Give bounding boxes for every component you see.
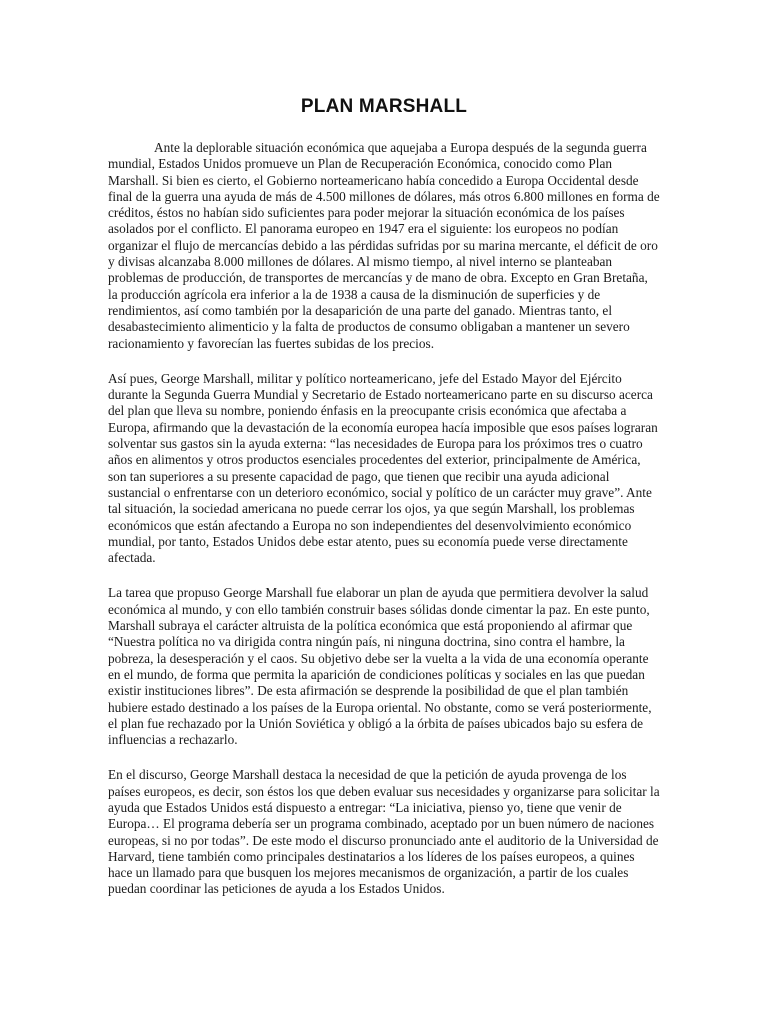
paragraph-3: La tarea que propuso George Marshall fue elaborar un plan de ayuda que permitiera devolver la salud económica al mundo, y con ello también construir bases sólidas donde cimentar la paz. En este punto, Marshall subraya el carácter altruista de la política económica que está proponiendo al afirmar que “Nuestra política no va dirigida contra ningún país, ni ninguna doctrina, sino contra el hambre, la pobreza, la desesperación y el caos. Su objetivo debe ser la vuelta a la vida de una economía operante en el mundo, de forma que permita la aparición de condiciones políticas y sociales en las que puedan existir instituciones libres”. De esta afirmación se desprende la posibilidad de que el plan también hubiere estado destinado a los países de la Europa oriental. No obstante, como se verá posteriormente, el plan fue rechazado por la Unión Soviética y obligó a la órbita de países ubicados bajo su esfera de influencias a rechazarlo. [108, 585, 652, 748]
paragraph-1: Ante la deplorable situación económica que aquejaba a Europa después de la segunda guerra mundial, Estados Unidos promueve un Plan de Recuperación Económica, conocido como Plan Marshall. Si bien es cierto, el Gobierno norteamericano había concedido a Europa Occidental desde final de la guerra una ayuda de más de 4.500 millones de dólares, más otros 6.800 millones en forma de créditos, éstos no habían sido suficientes para poder mejorar la situación económica de los países asolados por el conflicto. El panorama europeo en 1947 era el siguiente: los europeos no podían organizar el flujo de mercancías debido a las pérdidas sufridas por su marina mercante, el déficit de oro y divisas alcanzaba 8.000 millones de dólares. Al mismo tiempo, al nivel interno se planteaban problemas de producción, de transportes de mercancías y de mano de obra. Excepto en Gran Bretaña, la producción agrícola era inferior a la de 1938 a causa de la disminución de superficies y de rendimientos, así como también por la desaparición de una parte del ganado. Mientras tanto, el desabastecimiento alimenticio y la falta de productos de consumo obligaban a mantener un severo racionamiento y favorecían las fuertes subidas de los precios. [108, 140, 660, 351]
document-body [108, 140, 660, 917]
paragraph-4: En el discurso, George Marshall destaca la necesidad de que la petición de ayuda provenga de los países europeos, es decir, son éstos los que deben evaluar sus necesidades y organizarse para solicitar la ayuda que Estados Unidos está dispuesto a entregar: “La iniciativa, pienso yo, tiene que venir de Europa… El programa debería ser un programa combinado, aceptado por un buen número de naciones europeas, si no por todas”. De este modo el discurso pronunciado ante el auditorio de la Universidad de Harvard, tiene también como principales destinatarios a los líderes de los países europeos, a quines hace un llamado para que busquen los mejores mecanismos de organización, a partir de los cuales puedan coordinar las peticiones de ayuda a los Estados Unidos. [108, 767, 660, 897]
document-title: PLAN MARSHALL [300, 96, 468, 117]
paragraph-2: Así pues, George Marshall, militar y político norteamericano, jefe del Estado Mayor del Ejército durante la Segunda Guerra Mundial y Secretario de Estado norteamericano parte en su discurso acerca del plan que lleva su nombre, poniendo énfasis en la preocupante crisis económica que afectaba a Europa, afirmando que la devastación de la economía europea hacía imposible que esos países lograran solventar sus gastos sin la ayuda externa: “las necesidades de Europa para los próximos tres o cuatro años en alimentos y otros productos esenciales procedentes del exterior, principalmente de América, son tan superiores a su presente capacidad de pago, que tienen que recibir una ayuda adicional sustancial o enfrentarse con un deterioro económico, social y político de un carácter muy grave”. Ante tal situación, la sociedad americana no puede cerrar los ojos, ya que según Marshall, los problemas económicos que están afectando a Europa no son independientes del desenvolvimiento económico mundial, por tanto, Estados Unidos debe estar atento, pues su economía puede verse directamente afectada. [108, 370, 658, 566]
